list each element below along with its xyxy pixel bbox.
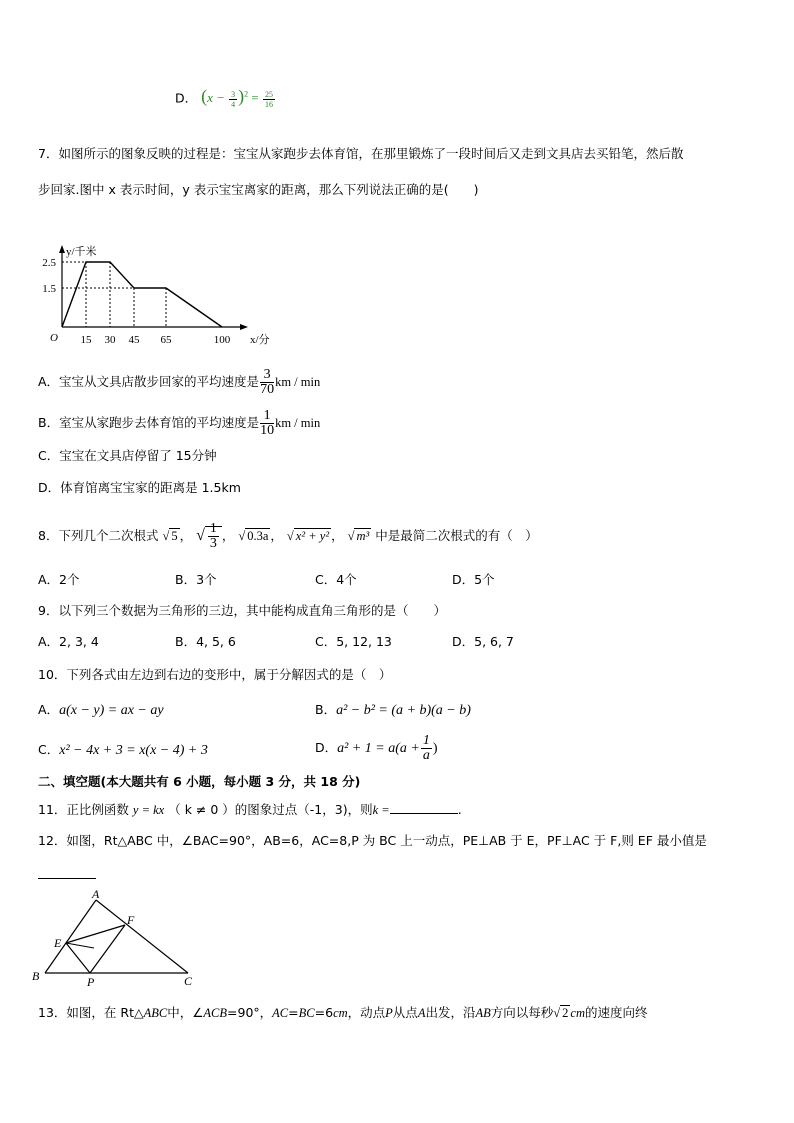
q13-stem: 13．如图，在 Rt△ABC中，∠ACB=90°，AC=BC=6cm，动点P从点A出发，沿AB方向以每秒√ 2 cm的速度向终 [38, 1005, 648, 1020]
q7-option-d: D．体育馆离宝宝家的距离是 1.5km [38, 480, 241, 495]
q12-answer-blank [38, 878, 96, 879]
q12-stem: 12．如图，Rt△ABC 中，∠BAC=90°，AB=6，AC=8,P 为 BC 上一动点，PE⊥AB 于 E，PF⊥AC 于 F,则 EF 最小值是 [38, 833, 707, 848]
q8-option-d: D．5个 [452, 572, 495, 587]
y-axis-label: y/千米 [66, 246, 97, 258]
q8-stem: 8．下列几个二次根式 √ 5 ， √ $\frac{1}{3}$ ， √ 0.3a ， √ x² + y² ， √ m³ 中是最简二次根式的有（ ） [38, 521, 538, 551]
q9-option-b: B．4, 5, 6 [175, 634, 236, 649]
q10-option-c: C．x² − 4x + 3 = x(x − 4) + 3 [38, 742, 208, 758]
q10-option-d: D．a² + 1 = a(a + $\frac{1}{a}$ ) [315, 733, 438, 763]
x-tick-label: 45 [128, 334, 140, 346]
q7-option-a: A．宝宝从文具店散步回家的平均速度是 $\frac{3}{70}$ km / min [38, 367, 321, 397]
q11-stem: 11．正比例函数 y = kx （ k ≠ 0 ）的图象过点（-1，3)，则k = . [38, 802, 462, 817]
q6-option-d-expr: (x − $\frac{3}{4}$ )$^2$ = $\frac{25}{16}$ [201, 86, 274, 109]
q12-triangle-lines [45, 900, 188, 973]
q12-label-f: F [127, 913, 135, 927]
q7-option-b: B．室宝从家跑步去体育馆的平均速度是 $\frac{1}{10}$ km / min [38, 408, 321, 438]
q6-option-d [175, 86, 276, 109]
q9-option-c: C．5, 12, 13 [315, 634, 392, 649]
q12-label-e: E [54, 936, 62, 950]
q7-stem-line2: 步回家.图中 x 表示时间，y 表示宝宝离家的距离，那么下列说法正确的是( ) [38, 182, 479, 197]
q12-segment-aux [66, 943, 94, 948]
y-axis-arrow [59, 245, 65, 253]
origin-label: O [50, 332, 58, 344]
q12-side-ac [96, 900, 188, 973]
q12-segment-pe [66, 943, 90, 973]
q8-radical-1: √ 5 [162, 529, 178, 544]
q8-radical-2: √ $\frac{1}{3}$ [196, 522, 222, 551]
q12-label-b: B [32, 969, 40, 983]
q8-option-b: B．3个 [175, 572, 217, 587]
q12-label-p: P [87, 975, 95, 988]
q10-option-a: A．a(x − y) = ax − ay [38, 702, 164, 718]
q6-option-d-label: D． [175, 90, 198, 106]
q12-figure [30, 888, 205, 988]
q9-option-a: A．2, 3, 4 [38, 634, 99, 649]
q12-label-c: C [184, 974, 193, 988]
q10-stem: 10．下列各式由左边到右边的变形中，属于分解因式的是（ ） [38, 667, 392, 682]
q11-answer-blank [390, 801, 458, 814]
y-tick-label: 1.5 [42, 283, 56, 295]
q12-label-a: A [92, 888, 100, 901]
q8-radical-4: √ x² + y² [286, 529, 330, 544]
q7-option-c: C．宝宝在文具店停留了 15分钟 [38, 448, 217, 463]
q8-option-c: C．4个 [315, 572, 357, 587]
x-tick-label: 65 [160, 334, 172, 346]
x-axis-arrow [240, 324, 248, 330]
q8-radical-5: √ m³ [347, 529, 370, 544]
q9-stem: 9．以下列三个数据为三角形的三边，其中能构成直角三角形的是（ ） [38, 603, 446, 618]
y-tick-label: 2.5 [42, 257, 56, 269]
x-tick-label: 15 [80, 334, 92, 346]
x-tick-label: 30 [104, 334, 116, 346]
x-axis-label: x/分 [250, 334, 270, 346]
q12-segment-ef [66, 925, 125, 943]
q7-chart [30, 220, 270, 355]
q12-segment-pf [90, 925, 125, 973]
x-tick-label: 100 [213, 334, 231, 346]
q7-stem-line1: 7．如图所示的图象反映的过程是：宝宝从家跑步去体育馆，在那里锻炼了一段时间后又走到文具店去买铅笔，然后散 [38, 146, 684, 161]
q9-option-d: D．5, 6, 7 [452, 634, 514, 649]
q8-radical-3: √ 0.3a [238, 529, 269, 544]
q8-option-a: A．2个 [38, 572, 80, 587]
q10-option-b: B．a² − b² = (a + b)(a − b) [315, 702, 471, 718]
section-heading-fill-in: 二、填空题(本大题共有 6 小题，每小题 3 分，共 18 分) [38, 774, 361, 789]
